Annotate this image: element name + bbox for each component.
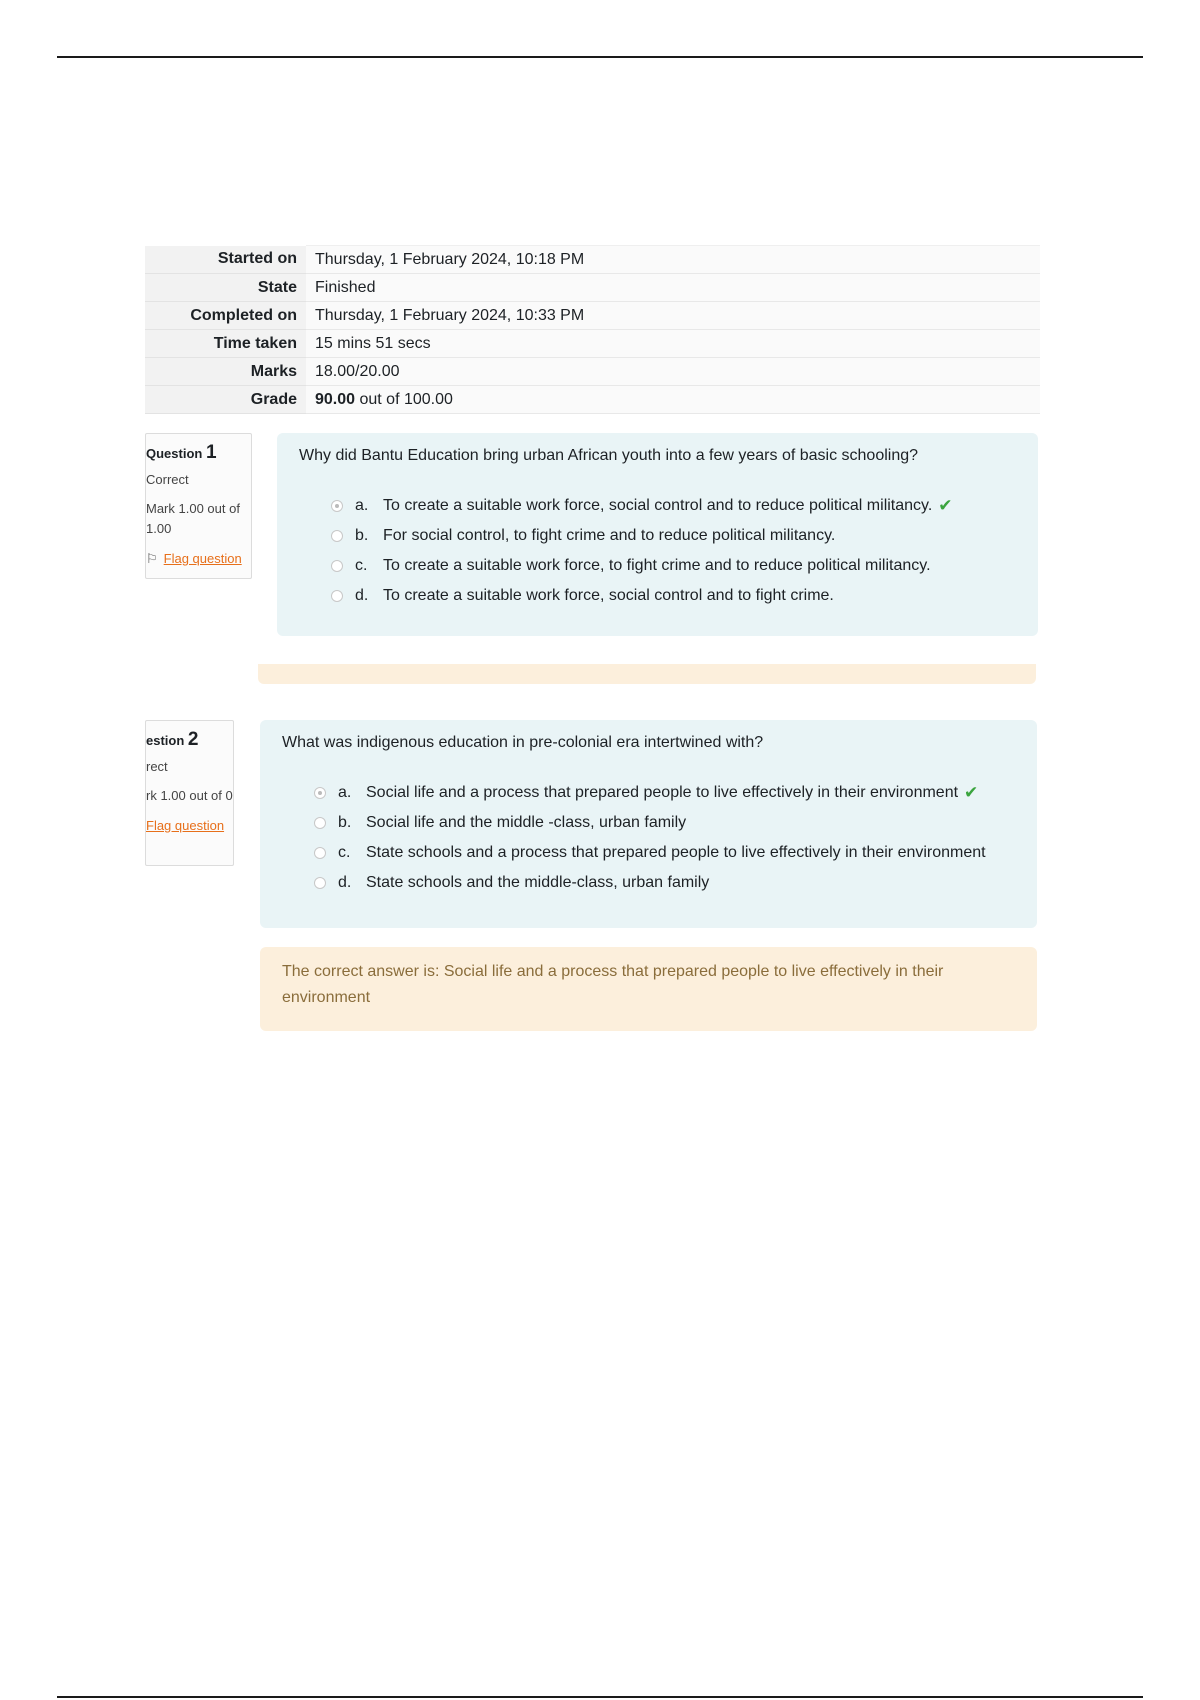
answer-text: State schools and a process that prepared people to live effectively in their environment: [366, 844, 986, 861]
summary-value: [306, 386, 1040, 414]
answer-option-c[interactable]: [331, 551, 1016, 581]
check-icon: ✔: [938, 496, 953, 515]
answer-letter: a.: [355, 497, 369, 514]
answer-radio[interactable]: [331, 530, 343, 542]
question-1-content: [277, 433, 1038, 636]
summary-label: Started on: [145, 246, 306, 274]
question-state: Correct: [146, 472, 189, 487]
summary-label: Grade: [145, 386, 306, 414]
answer-letter: d.: [338, 874, 352, 891]
answer-text: Social life and a process that prepared people to live effectively in their environment: [366, 784, 959, 801]
answer-option-d[interactable]: [314, 868, 1015, 898]
question-2-feedback: [260, 947, 1037, 1031]
page-bottom-rule: [57, 1696, 1143, 1698]
summary-row-completed-on: [145, 302, 1040, 330]
summary-row-marks: [145, 358, 1040, 386]
answer-text: To create a suitable work force, to fight crime and to reduce political militancy.: [383, 557, 931, 574]
answer-radio[interactable]: [331, 590, 343, 602]
answer-radio[interactable]: [331, 560, 343, 572]
answer-letter: b.: [338, 814, 352, 831]
summary-label: State: [145, 274, 306, 302]
answer-letter: c.: [338, 844, 351, 861]
page-top-rule: [57, 56, 1143, 58]
correct-answer-text: The correct answer is: Social life and a process that prepared people to live effectively in their environment: [282, 963, 944, 1006]
answer-option-b[interactable]: [331, 521, 1016, 551]
question-1-info: [145, 433, 252, 579]
answer-list: [282, 778, 1015, 898]
answer-text: To create a suitable work force, social control and to reduce political militancy.: [383, 497, 933, 514]
answer-text: Social life and the middle -class, urban family: [366, 814, 687, 831]
question-1-feedback-remnant: [258, 664, 1036, 684]
summary-value: Thursday, 1 February 2024, 10:33 PM: [306, 302, 1040, 330]
answer-text: State schools and the middle-class, urban family: [366, 874, 710, 891]
summary-label: Time taken: [145, 330, 306, 358]
question-number: Question 1: [146, 442, 217, 463]
answer-option-a[interactable]: [314, 778, 1015, 808]
answer-radio[interactable]: [331, 500, 343, 512]
summary-label: Completed on: [145, 302, 306, 330]
answer-letter: b.: [355, 527, 369, 544]
answer-option-a[interactable]: [331, 491, 1016, 521]
question-text: Why did Bantu Education bring urban African youth into a few years of basic schooling?: [299, 447, 919, 464]
answer-option-c[interactable]: [314, 838, 1015, 868]
flag-question-label: Flag question: [146, 818, 225, 833]
flag-question-link[interactable]: [146, 818, 233, 833]
question-text: What was indigenous education in pre-colonial era intertwined with?: [282, 734, 764, 751]
grade-value: 90.00: [315, 390, 356, 408]
question-2-content: [260, 720, 1037, 928]
answer-letter: d.: [355, 587, 369, 604]
answer-text: For social control, to fight crime and to reduce political militancy.: [383, 527, 836, 544]
summary-label: Marks: [145, 358, 306, 386]
answer-radio[interactable]: [314, 847, 326, 859]
summary-row-time-taken: [145, 330, 1040, 358]
answer-radio[interactable]: [314, 787, 326, 799]
summary-row-started-on: [145, 246, 1040, 274]
attempt-summary-table: [145, 245, 1040, 414]
question-2-info: [145, 720, 234, 866]
grade-out-of: out of 100.00: [355, 390, 453, 408]
flag-question-label: Flag question: [163, 551, 242, 566]
summary-value: 18.00/20.00: [306, 358, 1040, 386]
summary-row-grade: [145, 386, 1040, 414]
summary-value: Finished: [306, 274, 1040, 302]
answer-radio[interactable]: [314, 817, 326, 829]
check-icon: ✔: [964, 783, 979, 802]
answer-letter: a.: [338, 784, 352, 801]
summary-row-state: [145, 274, 1040, 302]
question-state: rect: [146, 759, 168, 774]
question-number: estion 2: [146, 729, 199, 750]
answer-letter: c.: [355, 557, 368, 574]
answer-list: [299, 491, 1016, 611]
answer-option-d[interactable]: [331, 581, 1016, 611]
flag-question-link[interactable]: [146, 551, 251, 567]
flag-icon: ⚐: [146, 551, 158, 566]
summary-value: Thursday, 1 February 2024, 10:18 PM: [306, 246, 1040, 274]
summary-value: 15 mins 51 secs: [306, 330, 1040, 358]
question-mark: Mark 1.00 out of 1.00: [146, 501, 240, 536]
answer-radio[interactable]: [314, 877, 326, 889]
answer-option-b[interactable]: [314, 808, 1015, 838]
answer-text: To create a suitable work force, social control and to fight crime.: [383, 587, 834, 604]
question-mark: rk 1.00 out of 0: [146, 788, 233, 803]
